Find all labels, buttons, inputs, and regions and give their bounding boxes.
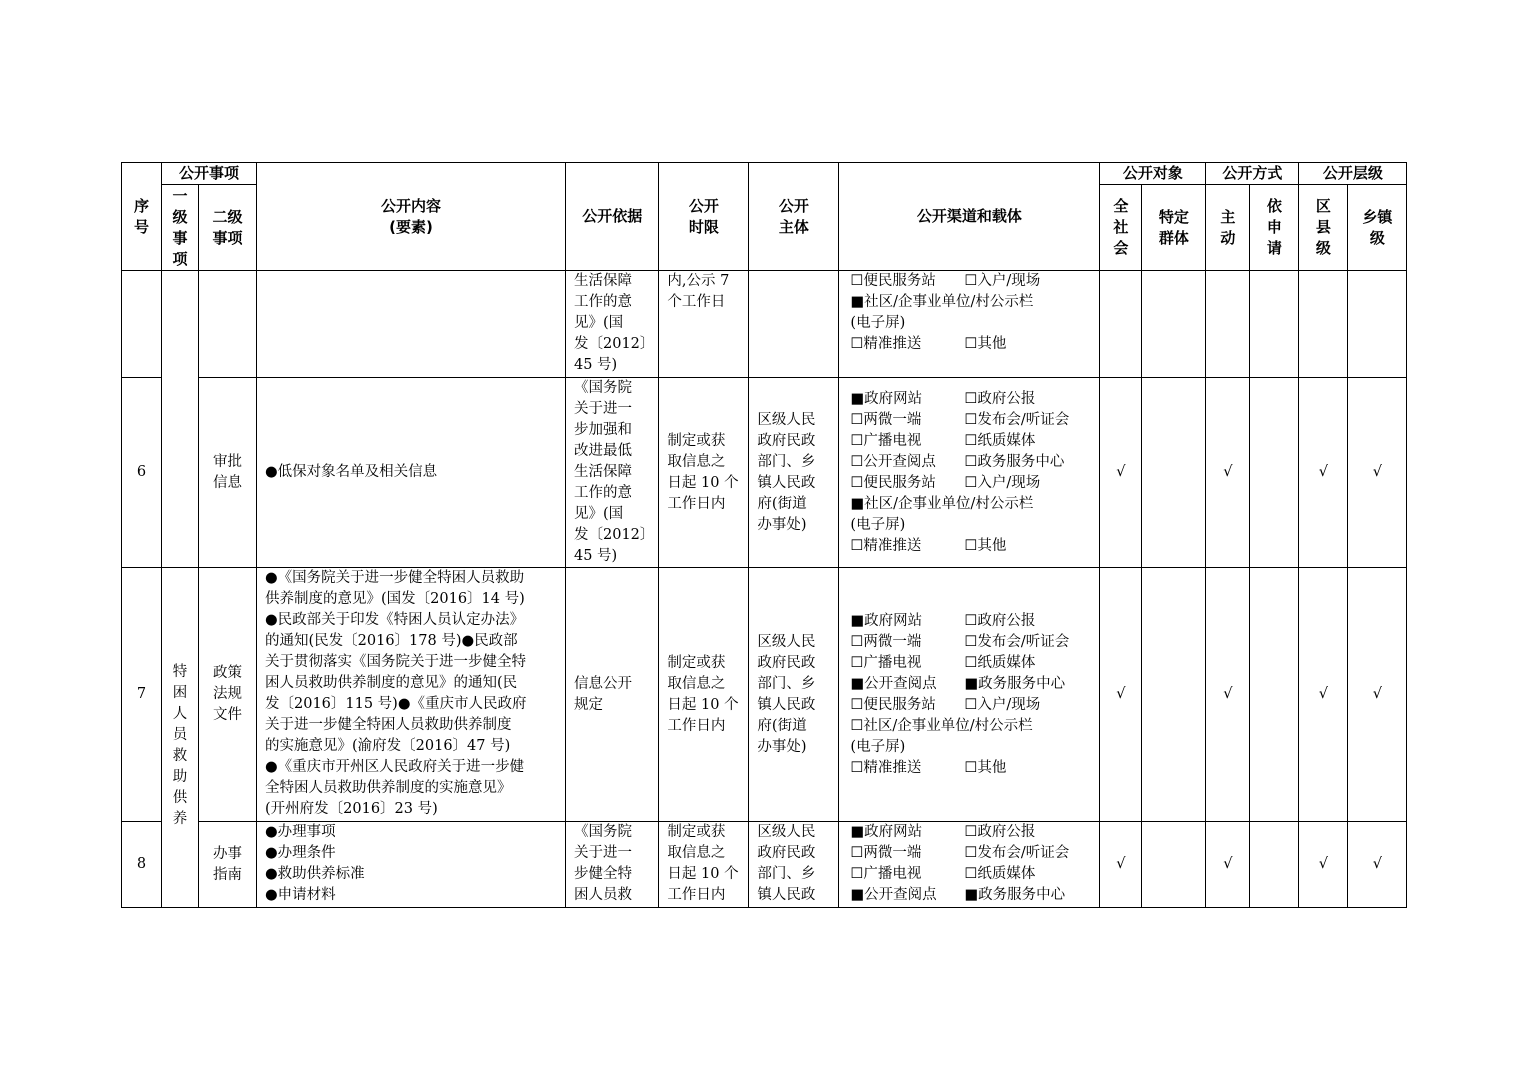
header-group-items: 公开事项 — [162, 163, 257, 185]
cell-apply — [1250, 271, 1299, 378]
cell-apply — [1250, 822, 1299, 908]
cell-seq — [122, 271, 162, 378]
header-group-mode: 公开方式 — [1206, 163, 1299, 185]
disclosure-table — [121, 162, 1407, 908]
cell-active: √ — [1206, 822, 1250, 908]
cell-basis: 信息公开 规定 — [566, 568, 659, 822]
cell-time: 内,公示 7 个工作日 — [659, 271, 749, 378]
cell-seq: 7 — [122, 568, 162, 822]
cell-town: √ — [1348, 378, 1407, 568]
header-group-target: 公开对象 — [1100, 163, 1206, 185]
cell-channels: ☐便民服务站 ☐入户/现场 ■社区/企事业单位/村公示栏 (电子屏) ☐精准推送 ☐其他 — [839, 271, 1100, 378]
cell-all-society: √ — [1100, 822, 1142, 908]
header-all-society: 全社会 — [1100, 185, 1142, 271]
header-channel: 公开渠道和载体 — [839, 163, 1100, 271]
table-row — [122, 271, 1407, 378]
header-seq: 序号 — [122, 163, 162, 271]
cell-subject — [749, 271, 839, 378]
cell-specific-group — [1142, 568, 1206, 822]
cell-level1: 特困人员救助供养 — [162, 568, 199, 908]
cell-time: 制定或获 取信息之 日起 10 个 工作日内 — [659, 568, 749, 822]
cell-content: ●低保对象名单及相关信息 — [257, 378, 566, 568]
header-content: 公开内容 (要素) — [257, 163, 566, 271]
cell-time: 制定或获 取信息之 日起 10 个 工作日内 — [659, 378, 749, 568]
header-apply: 依申请 — [1250, 185, 1299, 271]
header-town: 乡镇 级 — [1348, 185, 1407, 271]
cell-level2: 审批 信息 — [199, 378, 257, 568]
cell-active: √ — [1206, 568, 1250, 822]
table-row — [122, 822, 1407, 908]
cell-county: √ — [1299, 568, 1348, 822]
cell-content: ●《国务院关于进一步健全特困人员救助 供养制度的意见》(国发〔2016〕14 号) ●民政部关于印发《特困人员认定办法》 的通知(民发〔2016〕178 号)●民政部 关于贯彻落实《国务院关于进一步健全特 困人员救助供养制度的意见》的通知(民 发〔2016〕115 号)●《重庆市人民政府 关于进一步健全特困人员救助供养制度 的实施意见》(渝府发〔2016〕47 号) ●《重庆市开州区人民政府关于进一步健 全特困人员救助供养制度的实施意见》 (开州府发〔2016〕23 号) — [257, 568, 566, 822]
cell-county — [1299, 271, 1348, 378]
cell-apply — [1250, 568, 1299, 822]
cell-county: √ — [1299, 822, 1348, 908]
cell-county: √ — [1299, 378, 1348, 568]
cell-all-society: √ — [1100, 378, 1142, 568]
cell-basis: 《国务院 关于进一 步健全特 困人员救 — [566, 822, 659, 908]
cell-channels: ■政府网站 ☐政府公报 ☐两微一端 ☐发布会/听证会 ☐广播电视 ☐纸质媒体 ■公开查阅点 ■政务服务中心 — [839, 822, 1100, 908]
header-subject: 公开 主体 — [749, 163, 839, 271]
cell-specific-group — [1142, 271, 1206, 378]
cell-apply — [1250, 378, 1299, 568]
cell-level1 — [162, 271, 199, 568]
cell-channels: ■政府网站 ☐政府公报 ☐两微一端 ☐发布会/听证会 ☐广播电视 ☐纸质媒体 ☐公开查阅点 ☐政务服务中心 ☐便民服务站 ☐入户/现场 ■社区/企事业单位/村公示栏 (电子屏) ☐精准推送 ☐其他 — [839, 378, 1100, 568]
header-group-level: 公开层级 — [1299, 163, 1407, 185]
cell-active: √ — [1206, 378, 1250, 568]
cell-level2: 政策 法规 文件 — [199, 568, 257, 822]
cell-basis: 生活保障 工作的意 见》(国 发〔2012〕 45 号) — [566, 271, 659, 378]
cell-level2: 办事 指南 — [199, 822, 257, 908]
cell-content — [257, 271, 566, 378]
cell-channels: ■政府网站 ☐政府公报 ☐两微一端 ☐发布会/听证会 ☐广播电视 ☐纸质媒体 ■公开查阅点 ■政务服务中心 ☐便民服务站 ☐入户/现场 ☐社区/企事业单位/村公示栏 (电子屏) ☐精准推送 ☐其他 — [839, 568, 1100, 822]
cell-time: 制定或获 取信息之 日起 10 个 工作日内 — [659, 822, 749, 908]
cell-seq: 6 — [122, 378, 162, 568]
cell-town: √ — [1348, 568, 1407, 822]
cell-active — [1206, 271, 1250, 378]
header-basis: 公开依据 — [566, 163, 659, 271]
cell-basis: 《国务院 关于进一 步加强和 改进最低 生活保障 工作的意 见》(国 发〔2012〕 45 号) — [566, 378, 659, 568]
cell-level2 — [199, 271, 257, 378]
table-row — [122, 378, 1407, 568]
cell-town — [1348, 271, 1407, 378]
cell-specific-group — [1142, 822, 1206, 908]
cell-content: ●办理事项 ●办理条件 ●救助供养标准 ●申请材料 — [257, 822, 566, 908]
cell-subject: 区级人民 政府民政 部门、乡 镇人民政 府(街道 办事处) — [749, 378, 839, 568]
header-active: 主动 — [1206, 185, 1250, 271]
header-county: 区县级 — [1299, 185, 1348, 271]
header-time: 公开 时限 — [659, 163, 749, 271]
cell-all-society — [1100, 271, 1142, 378]
header-level1: 一级事项 — [162, 185, 199, 271]
cell-specific-group — [1142, 378, 1206, 568]
cell-subject: 区级人民 政府民政 部门、乡 镇人民政 — [749, 822, 839, 908]
cell-seq: 8 — [122, 822, 162, 908]
header-specific-group: 特定 群体 — [1142, 185, 1206, 271]
cell-subject: 区级人民 政府民政 部门、乡 镇人民政 府(街道 办事处) — [749, 568, 839, 822]
cell-all-society: √ — [1100, 568, 1142, 822]
cell-town: √ — [1348, 822, 1407, 908]
table-row — [122, 568, 1407, 822]
header-level2: 二级事项 — [199, 185, 257, 271]
